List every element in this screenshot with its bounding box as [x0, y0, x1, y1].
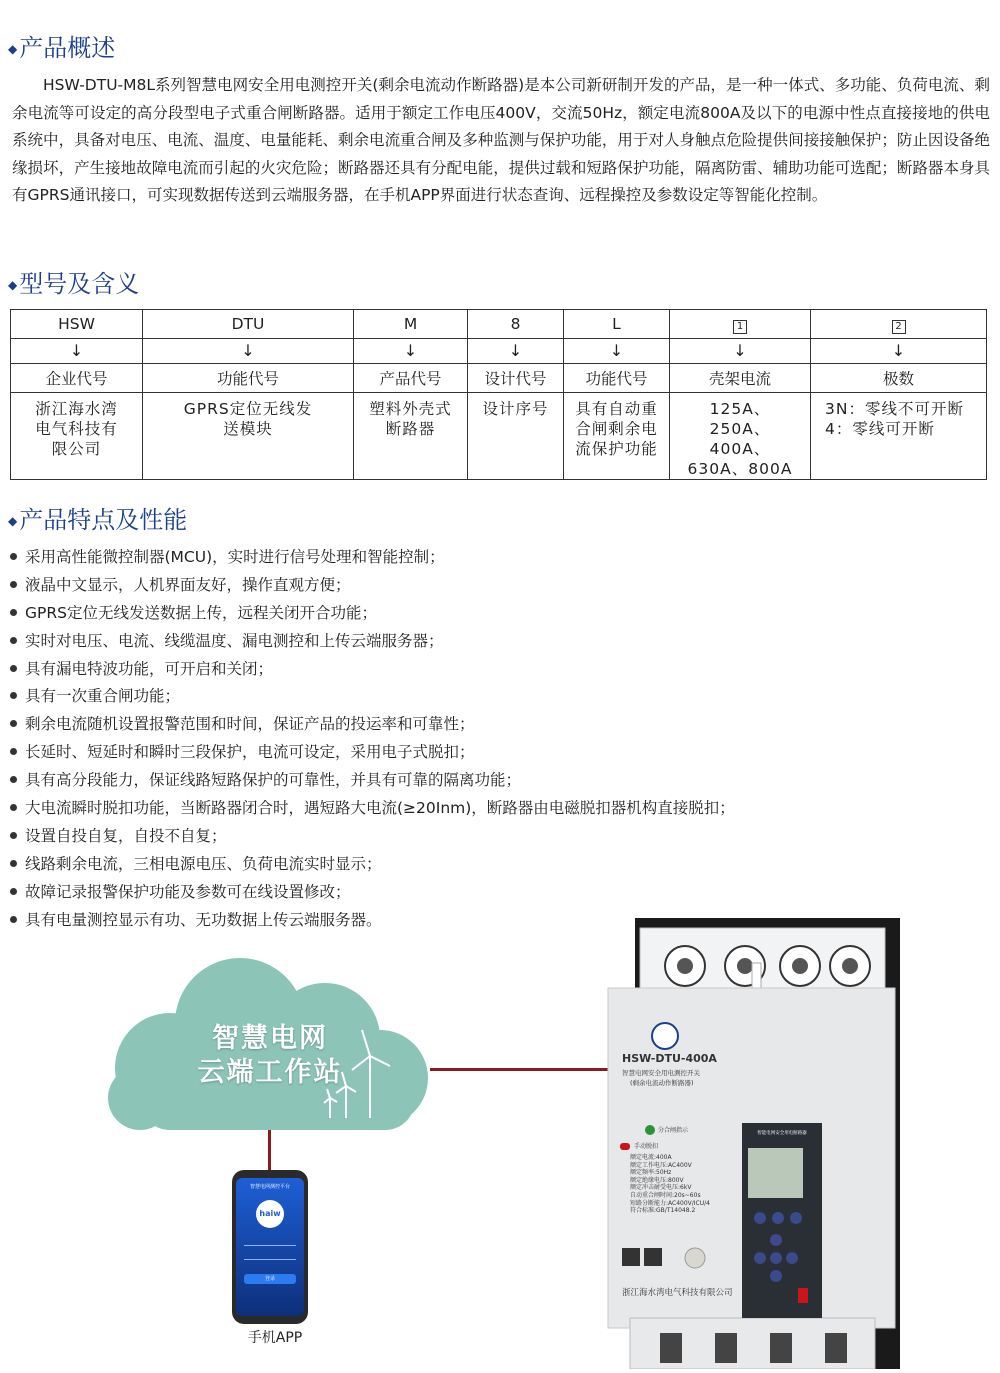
down-arrow-icon: ↓ — [403, 341, 418, 360]
list-item: 具有高分段能力，保证线路短路保护的可靠性，并具有可靠的隔离功能； — [8, 767, 735, 795]
detail-cell: 塑料外壳式断路器 — [354, 393, 468, 480]
spec-line: 额定电流:400A — [630, 1154, 672, 1161]
arrow-cell — [354, 339, 468, 364]
arrow-cell — [670, 339, 811, 364]
list-item: 具有一次重合闸功能； — [8, 683, 735, 711]
down-arrow-icon: ↓ — [609, 341, 624, 360]
bullet-icon — [10, 776, 17, 783]
bullet-icon — [10, 720, 17, 727]
diamond-bullet-icon: ◆ — [8, 514, 18, 528]
meaning-cell: 极数 — [811, 364, 987, 393]
bullet-icon — [10, 665, 17, 672]
manual-trip-label: 手动脱扣 — [634, 1143, 659, 1150]
phone-caption: 手机APP — [247, 1330, 303, 1346]
spec-line: 额定冲击耐受电压:6kV — [630, 1184, 692, 1192]
meaning-cell: 企业代号 — [11, 364, 143, 393]
list-item: 长延时、短延时和瞬时三段保护，电流可设定，采用电子式脱扣； — [8, 739, 735, 767]
features-title: ◆产品特点及性能 — [8, 506, 188, 534]
phone-login-button: 登录 — [244, 1274, 296, 1284]
model-code-cell: M — [354, 310, 468, 339]
down-arrow-icon: ↓ — [241, 341, 255, 360]
spec-line: 额定绝缘电压:800V — [630, 1176, 684, 1184]
list-item: 具有电量测控显示有功、无功数据上传云端服务器。 — [8, 907, 735, 935]
list-item: GPRS定位无线发送数据上传，远程关闭开合功能； — [8, 600, 735, 628]
bullet-icon — [10, 888, 17, 895]
detail-cell: 125A、250A、400A、630A、800A — [670, 393, 811, 480]
list-item: 大电流瞬时脱扣功能，当断路器闭合时，遇短路大电流(≥20Inm)，断路器由电磁脱扣器机构直接脱扣； — [8, 795, 735, 823]
model-code-cell: DTU — [143, 310, 354, 339]
breaker-name-line2: (剩余电流动作断路器) — [630, 1079, 694, 1087]
bullet-icon — [10, 860, 17, 867]
breaker-name-line1: 智慧电网安全用电测控开关 — [622, 1069, 700, 1077]
model-code-cell: HSW — [11, 310, 143, 339]
cloud-title-line2: 云端工作站 — [197, 1057, 343, 1088]
detail-cell: 浙江海水湾电气科技有限公司 — [11, 393, 143, 480]
arrow-cell — [11, 339, 143, 364]
model-code-cell — [670, 310, 811, 339]
indicator-label: 分合闸指示 — [658, 1127, 689, 1134]
spec-line: 额定工作电压:AC400V — [630, 1161, 692, 1169]
breaker-model: HSW-DTU-400A — [622, 1052, 717, 1065]
meaning-cell: 产品代号 — [354, 364, 468, 393]
spec-line: 符合标准:GB/T14048.2 — [630, 1207, 696, 1215]
list-item: 剩余电流随机设置报警范围和时间，保证产品的投运率和可靠性； — [8, 711, 735, 739]
spec-line: 额定频率:50Hz — [630, 1169, 672, 1177]
detail-cell: 具有自动重合闸剩余电流保护功能 — [564, 393, 670, 480]
overview-text: HSW-DTU-M8L系列智慧电网安全用电测控开关(剩余电流动作断路器)是本公司新研制开发的产品，是一种一体式、多功能、负荷电流、剩余电流等可设定的高分段型电子式重合闸断路器。适用于额定工作电压400V，交流50Hz，额定电流800A及以下的电源中性点直接接地的供电系统中，具备对电压、电流、温度、电量能耗、剩余电流重合闸及多种监测与保护功能，用于对人身触点危险提供间接接触保护；防止因设备绝缘损坏，产生接地故障电流而引起的火灾危险；断路器还具有分配电能，提供过载和短路保护功能，隔离防雷、辅助功能可选配；断路器本身具有GPRS通讯接口，可实现数据传送到云端服务器，在手机APP界面进行状态查询、远程操控及参数设定等智能化控制。 — [12, 76, 990, 205]
phone-screen-title: 智慧电网测控平台 — [249, 1184, 290, 1190]
model-table — [10, 309, 987, 480]
list-item: 设置自投自复，自投不自复； — [8, 823, 735, 851]
list-item: 线路剩余电流，三相电源电压、负荷电流实时显示； — [8, 851, 735, 879]
bullet-icon — [10, 553, 17, 560]
detail-cell: GPRS定位无线发送模块 — [143, 393, 354, 480]
cloud-graphic — [100, 948, 440, 1148]
phone-screen — [236, 1178, 304, 1316]
diamond-bullet-icon: ◆ — [8, 42, 18, 56]
app-logo: haiw — [256, 1200, 284, 1228]
bullet-icon — [10, 609, 17, 616]
down-arrow-icon: ↓ — [508, 341, 523, 360]
model-title: ◆型号及含义 — [8, 270, 140, 298]
meaning-cell: 功能代号 — [143, 364, 354, 393]
phone-input — [244, 1252, 296, 1260]
down-arrow-icon: ↓ — [733, 341, 747, 360]
list-item: 故障记录报警保护功能及参数可在线设置修改； — [8, 879, 735, 907]
list-item: 液晶中文显示，人机界面友好，操作直观方便； — [8, 572, 735, 600]
boxed-number: 2 — [892, 320, 906, 334]
diamond-bullet-icon: ◆ — [8, 278, 18, 292]
bullet-icon — [10, 637, 17, 644]
connector-line — [430, 1068, 610, 1071]
bullet-icon — [10, 692, 17, 699]
list-item: 具有漏电特波功能，可开启和关闭； — [8, 656, 735, 684]
detail-cell: 设计序号 — [468, 393, 564, 480]
bullet-icon — [10, 916, 17, 923]
bullet-icon — [10, 748, 17, 755]
model-code-cell: 8 — [468, 310, 564, 339]
model-code-cell: L — [564, 310, 670, 339]
meaning-cell: 壳架电流 — [670, 364, 811, 393]
arrow-cell — [811, 339, 987, 364]
phone-input — [244, 1238, 296, 1246]
bullet-icon — [10, 581, 17, 588]
down-arrow-icon: ↓ — [69, 341, 84, 360]
spec-line: 自动重合闸时间:20s~60s — [630, 1191, 701, 1199]
detail-cell: 3N：零线不可开断 4：零线可开断 — [811, 393, 987, 480]
manufacturer-label: 浙江海水湾电气科技有限公司 — [622, 1288, 733, 1298]
cloud-title-line1: 智慧电网 — [212, 1023, 328, 1054]
list-item: 实时对电压、电流、线缆温度、漏电测控和上传云端服务器； — [8, 628, 735, 656]
arrow-cell — [564, 339, 670, 364]
boxed-number: 1 — [733, 320, 747, 334]
panel-title: 智能电网安全用电断路器 — [757, 1131, 807, 1136]
spec-line: 短路分断能力:AC400V/ICU/4 — [630, 1199, 710, 1207]
bullet-icon — [10, 832, 17, 839]
spec-list — [630, 1154, 745, 1215]
meaning-cell: 设计代号 — [468, 364, 564, 393]
feature-list — [8, 544, 735, 934]
breaker-image — [600, 918, 900, 1369]
overview-title: ◆产品概述 — [8, 34, 116, 62]
arrow-cell — [468, 339, 564, 364]
phone-image — [232, 1170, 308, 1324]
bullet-icon — [10, 804, 17, 811]
meaning-cell: 功能代号 — [564, 364, 670, 393]
down-arrow-icon: ↓ — [891, 341, 906, 360]
list-item: 采用高性能微控制器(MCU)，实时进行信号处理和智能控制； — [8, 544, 735, 572]
model-code-cell — [811, 310, 987, 339]
arrow-cell — [143, 339, 354, 364]
